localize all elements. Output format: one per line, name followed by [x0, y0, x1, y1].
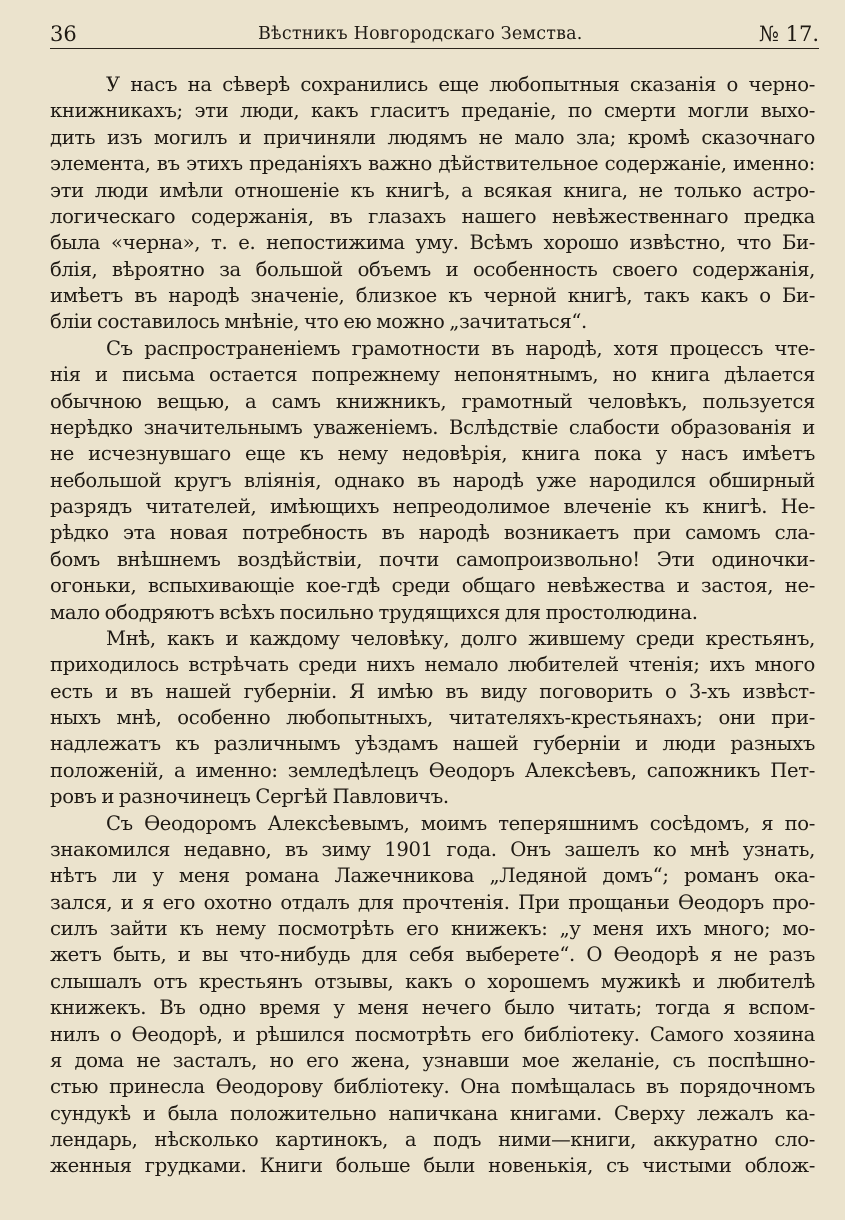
- text-line: не исчезнувшаго еще къ нему недовѣрія, книга пока у насъ имѣетъ: [50, 442, 815, 466]
- text-line: имѣетъ въ народѣ значеніе, близкое къ черной книгѣ, такъ какъ о Би-: [50, 284, 815, 307]
- text-line: силъ зайти къ нему посмотрѣть его книжекъ: „у меня ихъ много; мо-: [50, 917, 815, 940]
- text-line: положеній, а именно: земледѣлецъ Ѳеодоръ Алексѣевъ, сапожникъ Пет-: [50, 758, 815, 782]
- text-line: огоньки, вспыхивающіе кое-гдѣ среди общаго невѣжества и застоя, не-: [50, 574, 815, 598]
- text-line: нія и письма остается попрежнему непонятнымъ, но книга дѣлается: [50, 363, 815, 387]
- journal-title: Вѣстникъ Новгородскаго Земства.: [258, 24, 583, 44]
- text-line: есть и въ нашей губерніи. Я имѣю въ виду поговорить о 3-хъ извѣст-: [50, 679, 815, 703]
- text-line: Съ распространеніемъ грамотности въ народѣ, хотя процессъ чте-: [106, 336, 815, 360]
- text-line: логическаго содержанія, въ глазахъ нашего невѣжественнаго предка: [50, 204, 815, 228]
- text-line: стью принесла Ѳеодорову библіотеку. Она помѣщалась въ порядочномъ: [50, 1075, 815, 1099]
- text-line: разрядъ читателей, имѣющихъ непреодолимое влеченіе къ книгѣ. Не-: [50, 495, 815, 518]
- article-body: [50, 72, 815, 1180]
- text-line: зался, и я его охотно отдалъ для прочтенія. При прощаньи Ѳеодоръ про-: [50, 890, 815, 914]
- text-line: обычною вещью, а самъ книжникъ, грамотный человѣкъ, пользуется: [50, 389, 815, 413]
- text-line: надлежатъ къ различнымъ уѣздамъ нашей губерніи и люди разныхъ: [50, 732, 815, 756]
- text-line: жетъ быть, и вы что-нибудь для себя выберете“. О Ѳеодорѣ я не разъ: [50, 943, 815, 967]
- text-line: ныхъ мнѣ, особенно любопытныхъ, читателяхъ-крестьянахъ; они при-: [50, 706, 815, 729]
- page-header: [50, 18, 819, 49]
- text-line: я дома не засталъ, но его жена, узнавши мое желаніе, съ поспѣшно-: [50, 1048, 815, 1072]
- text-line: нерѣдко значительнымъ уваженіемъ. Вслѣдствіе слабости образованія и: [50, 415, 815, 439]
- text-line: знакомился недавно, въ зиму 1901 года. Онъ зашелъ ко мнѣ узнать,: [50, 837, 815, 861]
- text-line: книжникахъ; эти люди, какъ гласитъ преданіе, по смерти могли выхо-: [50, 99, 815, 123]
- text-line: сундукѣ и была положительно напичкана книгами. Сверху лежалъ ка-: [50, 1101, 815, 1125]
- text-line: приходилось встрѣчать среди нихъ немало любителей чтенія; ихъ много: [50, 653, 815, 677]
- text-line: нилъ о Ѳеодорѣ, и рѣшился посмотрѣть его библіотеку. Самого хозяина: [50, 1022, 815, 1046]
- text-line: была «черна», т. е. непостижима уму. Всѣмъ хорошо извѣстно, что Би-: [50, 231, 815, 255]
- text-line: нѣтъ ли у меня романа Лажечникова „Ледяной домъ“; романъ ока-: [50, 864, 815, 888]
- text-line: слышалъ отъ крестьянъ отзывы, какъ о хорошемъ мужикѣ и любителѣ: [50, 969, 815, 993]
- text-line: Съ Ѳеодоромъ Алексѣевымъ, моимъ теперяшнимъ сосѣдомъ, я по-: [106, 811, 815, 835]
- text-line: эти люди имѣли отношеніе къ книгѣ, а всякая книга, не только астро-: [50, 178, 815, 202]
- text-line: У насъ на сѣверѣ сохранились еще любопытныя сказанія о черно-: [106, 73, 815, 96]
- text-line: блія, вѣроятно за большой объемъ и особенность своего содержанія,: [50, 257, 815, 281]
- text-line: ровъ и разночинецъ Сергѣй Павловичъ.: [50, 785, 449, 809]
- text-line: женныя грудками. Книги больше были новенькія, съ чистыми облож-: [50, 1154, 815, 1178]
- text-line: книжекъ. Въ одно время у меня нечего было читать; тогда я вспом-: [50, 996, 815, 1020]
- text-line: бліи составилось мнѣніе, что ею можно „зачитаться“.: [50, 310, 587, 334]
- text-line: элемента, въ этихъ преданіяхъ важно дѣйствительное содержаніе, именно:: [50, 152, 815, 176]
- text-line: небольшой кругъ вліянія, однако въ народѣ уже народился обширный: [50, 468, 815, 492]
- text-line: рѣдко эта новая потребность въ народѣ возникаетъ при самомъ сла-: [50, 521, 815, 545]
- text-line: лендарь, нѣсколько картинокъ, а подъ ними—книги, аккуратно сло-: [50, 1128, 815, 1151]
- text-line: Мнѣ, какъ и каждому человѣку, долго жившему среди крестьянъ,: [106, 626, 815, 650]
- text-line: бомъ внѣшнемъ воздѣйствіи, почти самопроизвольно! Эти одиночки-: [50, 547, 815, 571]
- text-line: мало ободряютъ всѣхъ посильно трудящихся для простолюдина.: [50, 600, 698, 624]
- page-number: 36: [50, 22, 77, 46]
- issue-number: № 17.: [759, 22, 819, 46]
- text-line: дить изъ могилъ и причиняли людямъ не мало зла; кромѣ сказочнаго: [50, 125, 815, 149]
